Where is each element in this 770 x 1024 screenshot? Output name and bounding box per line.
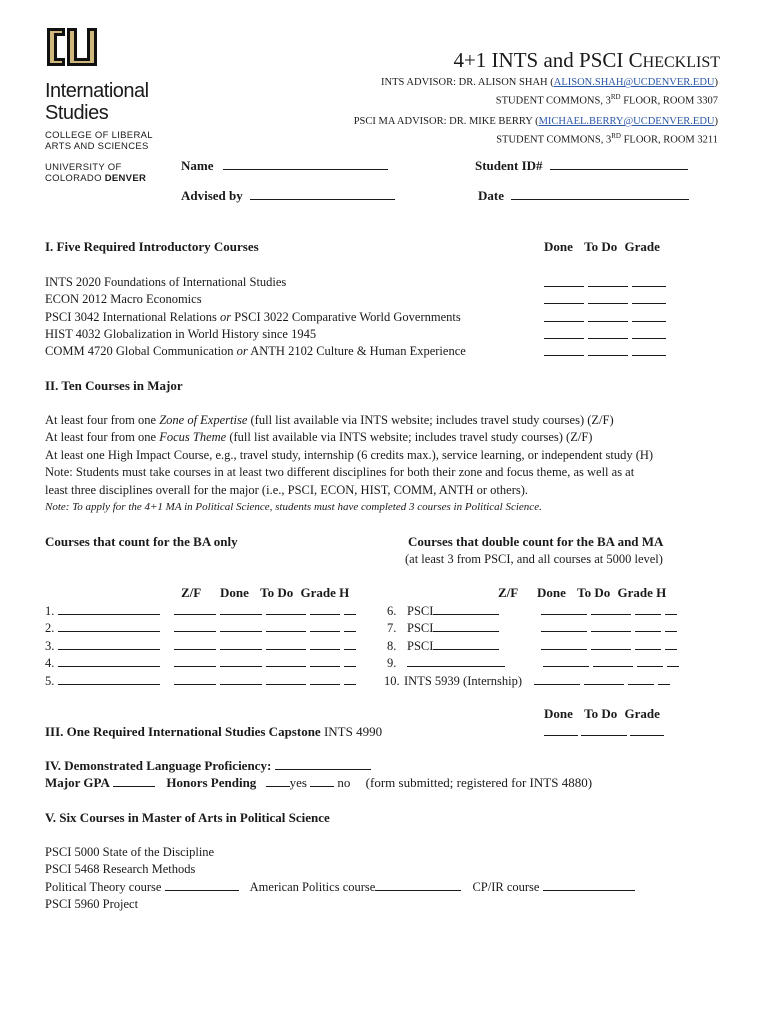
intro-course-row bbox=[45, 292, 202, 307]
ba-only-heading: Courses that count for the BA only bbox=[45, 534, 238, 549]
grade-line[interactable] bbox=[310, 620, 340, 632]
intro-course-blanks bbox=[544, 275, 670, 291]
todo-line[interactable] bbox=[266, 655, 306, 667]
grade-line[interactable] bbox=[310, 603, 340, 615]
section2-heading: II. Ten Courses in Major bbox=[45, 378, 183, 393]
row-number: 5. bbox=[45, 673, 55, 688]
row-number: 6. bbox=[387, 604, 397, 618]
ints-advisor-email-link[interactable]: ALISON.SHAH@UCDENVER.EDU bbox=[553, 77, 715, 88]
intro-course-blanks bbox=[544, 292, 670, 308]
col-zf: Z/F bbox=[498, 585, 518, 600]
h-line[interactable] bbox=[344, 655, 356, 667]
done-line[interactable] bbox=[220, 603, 262, 615]
honors-label: Honors Pending bbox=[166, 775, 257, 790]
intro-course-name: PSCI 3042 International Relations bbox=[45, 309, 220, 324]
row-number: 2. bbox=[45, 621, 55, 636]
intro-course-row bbox=[45, 275, 286, 290]
capstone-grade-line[interactable] bbox=[630, 724, 664, 736]
title-main: 4+1 INTS and PSCI bbox=[453, 48, 629, 72]
double-col-headers bbox=[498, 585, 666, 601]
advised-by-label: Advised by bbox=[181, 188, 243, 203]
zf-line[interactable] bbox=[174, 620, 216, 632]
honors-yes: yes bbox=[289, 775, 307, 790]
req1-b: (full list available via INTS website; includes travel study courses) (Z/F) bbox=[247, 413, 614, 427]
date-field bbox=[478, 188, 689, 204]
grade-line[interactable] bbox=[635, 620, 661, 632]
double-count-row bbox=[387, 655, 683, 671]
h-line[interactable] bbox=[344, 673, 356, 685]
honors-yes-line[interactable] bbox=[266, 775, 290, 787]
done-line[interactable] bbox=[543, 655, 589, 667]
intro-course-name: COMM 4720 Global Communication bbox=[45, 344, 237, 359]
col-todo: To Do bbox=[584, 239, 618, 254]
col-done: Done bbox=[537, 585, 566, 600]
done-line[interactable] bbox=[541, 603, 587, 615]
req4: Note: Students must take courses in at least two different disciplines for both their zone and focus theme, as well as at bbox=[45, 465, 635, 480]
intro-course-blanks bbox=[544, 327, 670, 343]
cu-logo-icon bbox=[45, 24, 97, 74]
h-line[interactable] bbox=[665, 638, 677, 650]
course-line[interactable] bbox=[58, 638, 160, 650]
h-line[interactable] bbox=[665, 603, 677, 615]
psci-advisor-close: ) bbox=[714, 116, 718, 127]
univ-line1: UNIVERSITY OF bbox=[45, 162, 122, 173]
done-line[interactable] bbox=[220, 638, 262, 650]
college-name bbox=[45, 130, 153, 152]
name-field bbox=[181, 158, 388, 174]
double-count-row bbox=[387, 638, 681, 654]
capstone-blanks bbox=[544, 724, 664, 740]
psci-loc-a: STUDENT COMMONS, 3 bbox=[496, 134, 612, 146]
grade-line[interactable] bbox=[628, 673, 654, 685]
course-prefix: PSCI bbox=[407, 638, 434, 653]
grade-line[interactable] bbox=[632, 292, 666, 304]
intro-course-blanks bbox=[544, 310, 670, 326]
col-done: Done bbox=[220, 585, 249, 600]
capstone-done-line[interactable] bbox=[544, 724, 578, 736]
american-politics-label: American Politics course bbox=[249, 879, 376, 894]
done-line[interactable] bbox=[541, 620, 587, 632]
section3-title: III. One Required International Studies Capstone bbox=[45, 724, 321, 739]
ma-course-list bbox=[45, 844, 635, 914]
req5: least three disciplines overall for the major (i.e., PSCI, ECON, HIST, COMM, ANTH or others). bbox=[45, 482, 529, 497]
grade-line[interactable] bbox=[632, 344, 666, 356]
h-line[interactable] bbox=[667, 655, 679, 667]
title-caps-big: C bbox=[628, 48, 643, 72]
row-number: 7. bbox=[387, 621, 397, 636]
ba-col-headers bbox=[181, 585, 349, 601]
double-count-row bbox=[387, 603, 681, 619]
capstone-course: INTS 4990 bbox=[320, 724, 383, 739]
grade-line[interactable] bbox=[637, 655, 663, 667]
zf-line[interactable] bbox=[174, 655, 216, 667]
honors-no-line[interactable] bbox=[310, 775, 334, 787]
col-grade: Grade bbox=[624, 706, 660, 721]
done-line[interactable] bbox=[544, 310, 584, 322]
psci-advisor-email-link[interactable]: MICHAEL.BERRY@UCDENVER.EDU bbox=[538, 116, 715, 127]
intro-course-blanks bbox=[544, 344, 670, 360]
zf-line[interactable] bbox=[174, 673, 216, 685]
date-label: Date bbox=[478, 188, 504, 203]
psci-loc-b: FLOOR, ROOM 3211 bbox=[620, 134, 718, 146]
ba-course-row bbox=[45, 673, 360, 689]
course-line[interactable] bbox=[407, 655, 505, 667]
course-line[interactable] bbox=[433, 620, 499, 632]
req3: At least one High Impact Course, e.g., travel study, internship (6 credits max.), service learning, or independent study (H) bbox=[45, 447, 654, 462]
dept-name bbox=[45, 80, 149, 124]
h-line[interactable] bbox=[665, 620, 677, 632]
todo-line[interactable] bbox=[588, 327, 628, 339]
todo-line[interactable] bbox=[588, 275, 628, 287]
req2-b: (full list available via INTS website; includes travel study courses) (Z/F) bbox=[226, 430, 593, 445]
grade-line[interactable] bbox=[635, 603, 661, 615]
dept-line2: Studies bbox=[45, 102, 109, 124]
ba-course-row bbox=[45, 620, 360, 636]
course-line[interactable] bbox=[58, 620, 160, 632]
capstone-todo-line[interactable] bbox=[581, 724, 627, 736]
todo-line[interactable] bbox=[593, 655, 633, 667]
grade-line[interactable] bbox=[632, 310, 666, 322]
intro-course-alt: PSCI 3022 Comparative World Governments bbox=[231, 309, 461, 324]
ma-course-1: PSCI 5000 State of the Discipline bbox=[45, 845, 215, 859]
double-count-row bbox=[384, 673, 674, 689]
row-number: 8. bbox=[387, 638, 397, 653]
section3-heading bbox=[45, 724, 382, 740]
intro-course-name: HIST 4032 Globalization in World History since 1945 bbox=[45, 326, 317, 341]
course-line[interactable] bbox=[58, 655, 160, 667]
done-line[interactable] bbox=[544, 292, 584, 304]
grade-line[interactable] bbox=[310, 655, 340, 667]
req2-a: At least four from one bbox=[45, 430, 160, 445]
title-caps-small: HECKLIST bbox=[642, 54, 720, 71]
todo-line[interactable] bbox=[266, 620, 306, 632]
req1-italic: Zone of Expertise bbox=[159, 413, 248, 427]
ma-course-2: PSCI 5468 Research Methods bbox=[45, 862, 196, 877]
col-todo: To Do bbox=[584, 706, 618, 721]
h-line[interactable] bbox=[344, 620, 356, 632]
col-done: Done bbox=[544, 706, 573, 721]
todo-line[interactable] bbox=[591, 603, 631, 615]
course-prefix: PSCI bbox=[407, 621, 434, 636]
double-count-subheading: (at least 3 from PSCI, and all courses at 5000 level) bbox=[405, 552, 663, 566]
name-label: Name bbox=[181, 158, 214, 173]
political-theory-line[interactable] bbox=[165, 879, 239, 891]
todo-line[interactable] bbox=[588, 344, 628, 356]
col-grade-h: Grade H bbox=[300, 585, 350, 600]
dept-line1: International bbox=[45, 80, 149, 102]
todo-line[interactable] bbox=[588, 310, 628, 322]
language-label: IV. Demonstrated Language Proficiency: bbox=[45, 758, 272, 773]
student-id-label: Student ID# bbox=[475, 158, 543, 173]
done-line[interactable] bbox=[544, 327, 584, 339]
h-line[interactable] bbox=[344, 603, 356, 615]
row-number: 1. bbox=[45, 604, 55, 618]
ints-loc-b: FLOOR, ROOM 3307 bbox=[620, 95, 718, 107]
student-id-line[interactable] bbox=[550, 158, 688, 170]
section1-heading: I. Five Required Introductory Courses bbox=[45, 239, 259, 254]
ints-advisor-close: ) bbox=[714, 77, 718, 88]
zf-line[interactable] bbox=[174, 603, 216, 615]
done-line[interactable] bbox=[220, 655, 262, 667]
h-line[interactable] bbox=[344, 638, 356, 650]
psci-loc-sup: RD bbox=[611, 132, 621, 140]
todo-line[interactable] bbox=[591, 620, 631, 632]
intro-course-alt: ANTH 2102 Culture & Human Experience bbox=[247, 344, 466, 359]
section1-col-headers bbox=[544, 239, 660, 255]
psci-advisor-label: PSCI MA ADVISOR: DR. MIKE BERRY ( bbox=[353, 116, 539, 127]
course-line[interactable] bbox=[58, 673, 160, 685]
todo-line[interactable] bbox=[266, 638, 306, 650]
gpa-honors-row bbox=[45, 775, 592, 791]
intro-course-row bbox=[45, 327, 316, 342]
univ-line2a: COLORADO bbox=[45, 173, 105, 184]
cu-logo bbox=[45, 24, 97, 74]
todo-line[interactable] bbox=[591, 638, 631, 650]
intro-course-or: or bbox=[219, 309, 232, 324]
course-prefix: INTS 5939 (Internship) bbox=[404, 673, 523, 688]
todo-line[interactable] bbox=[584, 673, 624, 685]
advised-by-field bbox=[181, 188, 395, 204]
req6-note: Note: To apply for the 4+1 MA in Political Science, students must have completed 3 courses in Political Science. bbox=[45, 501, 542, 514]
course-line[interactable] bbox=[433, 638, 499, 650]
university-name bbox=[45, 162, 146, 184]
ints-advisor-label: INTS ADVISOR: DR. ALISON SHAH ( bbox=[381, 77, 554, 88]
req1-a: At least four from one bbox=[45, 413, 160, 427]
double-count-heading: Courses that double count for the BA and MA bbox=[408, 534, 664, 549]
advised-by-line[interactable] bbox=[250, 188, 395, 200]
row-number: 3. bbox=[45, 638, 55, 653]
intro-course-name: ECON 2012 Macro Economics bbox=[45, 292, 202, 307]
student-id-field bbox=[475, 158, 688, 174]
zf-line[interactable] bbox=[174, 638, 216, 650]
gpa-label: Major GPA bbox=[45, 775, 110, 790]
college-line1: COLLEGE OF LIBERAL bbox=[45, 130, 153, 141]
grade-line[interactable] bbox=[310, 638, 340, 650]
col-grade: Grade bbox=[624, 239, 660, 254]
course-line[interactable] bbox=[58, 603, 160, 615]
college-line2: ARTS AND SCIENCES bbox=[45, 141, 149, 152]
ba-course-row bbox=[45, 603, 360, 619]
row-number: 9. bbox=[387, 656, 397, 671]
honors-no: no bbox=[337, 775, 351, 790]
ma-course-4: PSCI 5960 Project bbox=[45, 897, 139, 912]
language-line[interactable] bbox=[275, 758, 371, 770]
honors-note: (form submitted; registered for INTS 4880) bbox=[365, 775, 593, 790]
ints-loc-a: STUDENT COMMONS, 3 bbox=[495, 95, 611, 107]
intro-course-row bbox=[45, 310, 461, 325]
ba-course-row bbox=[45, 638, 360, 654]
page-title bbox=[453, 48, 720, 73]
done-line[interactable] bbox=[220, 673, 262, 685]
done-line[interactable] bbox=[541, 638, 587, 650]
date-line[interactable] bbox=[511, 188, 689, 200]
ints-advisor bbox=[381, 75, 718, 109]
section3-col-headers bbox=[544, 706, 660, 722]
done-line[interactable] bbox=[544, 344, 584, 356]
done-line[interactable] bbox=[544, 275, 584, 287]
req2-italic: Focus Theme bbox=[159, 430, 227, 445]
grade-line[interactable] bbox=[635, 638, 661, 650]
political-theory-label: Political Theory course bbox=[45, 879, 162, 894]
row-number: 10. bbox=[384, 673, 400, 688]
psci-advisor bbox=[354, 114, 718, 148]
section4-heading bbox=[45, 758, 371, 774]
todo-line[interactable] bbox=[588, 292, 628, 304]
gpa-line[interactable] bbox=[113, 775, 155, 787]
col-todo: To Do bbox=[260, 585, 294, 600]
todo-line[interactable] bbox=[266, 603, 306, 615]
name-line[interactable] bbox=[223, 158, 388, 170]
done-line[interactable] bbox=[220, 620, 262, 632]
todo-line[interactable] bbox=[266, 673, 306, 685]
univ-line2b: DENVER bbox=[104, 173, 147, 184]
col-todo: To Do bbox=[577, 585, 611, 600]
col-done: Done bbox=[544, 239, 573, 254]
section5-heading: V. Six Courses in Master of Arts in Political Science bbox=[45, 810, 330, 825]
course-line[interactable] bbox=[433, 603, 499, 615]
intro-course-or: or bbox=[236, 344, 248, 359]
grade-line[interactable] bbox=[632, 275, 666, 287]
col-zf: Z/F bbox=[181, 585, 201, 600]
ints-loc-sup: RD bbox=[610, 93, 621, 101]
cpir-line[interactable] bbox=[543, 879, 635, 891]
course-prefix: PSCI bbox=[407, 604, 434, 618]
american-politics-line[interactable] bbox=[375, 879, 461, 891]
grade-line[interactable] bbox=[632, 327, 666, 339]
section2-requirements bbox=[45, 412, 653, 516]
cpir-label: CP/IR course bbox=[472, 879, 540, 894]
intro-course-name: INTS 2020 Foundations of International Studies bbox=[45, 275, 287, 289]
intro-course-row bbox=[45, 344, 466, 359]
h-line[interactable] bbox=[658, 673, 670, 685]
row-number: 4. bbox=[45, 656, 55, 671]
done-line[interactable] bbox=[534, 673, 580, 685]
double-count-row bbox=[387, 620, 681, 636]
col-grade-h: Grade H bbox=[617, 585, 667, 600]
grade-line[interactable] bbox=[310, 673, 340, 685]
ba-course-row bbox=[45, 655, 360, 671]
